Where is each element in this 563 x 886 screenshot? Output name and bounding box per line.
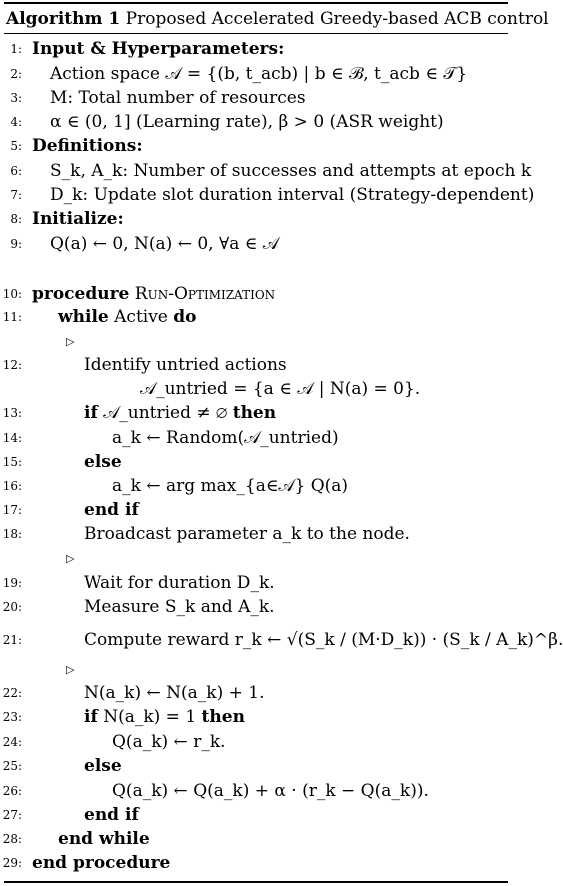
line-text — [84, 401, 276, 425]
line-number: 22: — [2, 686, 22, 700]
algo-line-5 — [0, 134, 512, 158]
keyword: end while — [58, 829, 150, 849]
algo-line-6 — [0, 159, 532, 183]
line-number: 8: — [10, 212, 22, 226]
line-number: 27: — [2, 808, 22, 822]
keyword: if — [84, 707, 98, 727]
triangle-icon: ▷ — [66, 335, 75, 348]
algo-line-16 — [0, 474, 512, 498]
line-number: 19: — [2, 576, 22, 590]
keyword: else — [84, 756, 122, 776]
algo-line-15 — [0, 450, 512, 474]
line-number: 5: — [10, 139, 22, 153]
line-number: 11: — [2, 310, 22, 324]
algo-line-22 — [0, 681, 512, 705]
algo-line-24 — [0, 730, 512, 754]
top-rule — [4, 2, 508, 4]
line-text: Input & Hyperparameters: — [32, 39, 285, 59]
algo-line-14 — [0, 426, 512, 450]
procedure-name: Run-Optimization — [134, 284, 276, 304]
keyword: do — [173, 307, 197, 327]
line-number: 1: — [10, 42, 22, 56]
line-number: 4: — [10, 115, 22, 129]
line-text: Q(a_k) ← r_k. — [112, 732, 226, 752]
algo-line-25 — [0, 754, 512, 778]
line-number: 6: — [10, 164, 22, 178]
algo-line-4 — [0, 110, 512, 134]
line-number: 26: — [2, 784, 22, 798]
line-text: Action space 𝒜 = {(b, t_acb) | b ∈ ℬ, t_acb ∈ 𝒯} — [50, 64, 468, 84]
triangle-icon: ▷ — [66, 663, 75, 676]
algo-line-18 — [0, 522, 512, 546]
caption-title: Proposed Accelerated Greedy-based ACB control — [125, 9, 549, 29]
line-number: 9: — [10, 237, 22, 251]
condition: 𝒜_untried ≠ ∅ — [103, 403, 228, 423]
algo-line-8 — [0, 207, 512, 231]
keyword: then — [232, 403, 277, 423]
algo-line-7 — [0, 183, 535, 207]
step-1-comment — [0, 329, 512, 353]
algo-line-3 — [0, 86, 512, 110]
keyword: then — [201, 707, 245, 727]
algo-line-1 — [0, 37, 512, 61]
line-number: 28: — [2, 832, 22, 846]
line-text: Q(a_k) ← Q(a_k) + α · (r_k − Q(a_k)). — [112, 781, 429, 801]
algorithm-caption — [6, 8, 549, 30]
line-number: 23: — [2, 710, 22, 724]
line-text: a_k ← Random(𝒜_untried) — [112, 428, 339, 448]
line-number: 29: — [2, 856, 22, 870]
line-number: 12: — [2, 358, 22, 372]
line-number: 24: — [2, 735, 22, 749]
comment-text — [66, 546, 79, 571]
algo-line-13 — [0, 401, 512, 425]
line-text: D_k: Update slot duration interval (Strategy-dependent) — [50, 185, 535, 205]
condition: Active — [114, 307, 168, 327]
keyword: end if — [84, 805, 139, 825]
algo-line-2 — [0, 62, 512, 86]
line-text: Compute reward r_k ← √(S_k / (M·D_k)) · (S_k / A_k)^β. — [84, 630, 563, 650]
algo-line-17 — [0, 498, 512, 522]
comment-text — [66, 657, 79, 682]
algo-line-19 — [0, 571, 512, 595]
algo-line-26 — [0, 779, 512, 803]
algo-line-21 — [0, 628, 563, 652]
condition: N(a_k) = 1 — [103, 707, 197, 727]
line-text: M: Total number of resources — [50, 88, 306, 108]
line-text: Q(a) ← 0, N(a) ← 0, ∀a ∈ 𝒜 — [50, 234, 279, 254]
algo-line-29 — [0, 851, 512, 875]
line-text: S_k, A_k: Number of successes and attempts at epoch k — [50, 161, 532, 181]
keyword: if — [84, 403, 98, 423]
bottom-rule — [4, 881, 508, 883]
triangle-icon: ▷ — [66, 552, 75, 565]
keyword: else — [84, 452, 122, 472]
line-text: Identify untried actions — [84, 355, 287, 375]
algo-line-10 — [0, 282, 512, 306]
algo-line-11 — [0, 305, 512, 329]
line-text — [84, 705, 245, 729]
line-text: N(a_k) ← N(a_k) + 1. — [84, 683, 265, 703]
line-text: Wait for duration D_k. — [84, 573, 275, 593]
line-number: 18: — [2, 527, 22, 541]
line-number: 21: — [2, 633, 22, 647]
line-number: 2: — [10, 67, 22, 81]
line-number: 16: — [2, 479, 22, 493]
line-text — [32, 282, 275, 306]
formula-text: 𝒜_untried = {a ∈ 𝒜 | N(a) = 0}. — [140, 379, 421, 399]
keyword: end if — [84, 500, 139, 520]
algo-line-9 — [0, 232, 512, 256]
algo-line-28 — [0, 827, 512, 851]
comment-text — [66, 329, 79, 354]
keyword: end procedure — [32, 853, 171, 873]
step-2-comment — [0, 546, 512, 570]
step-3-comment — [0, 657, 512, 681]
line-text: α ∈ (0, 1] (Learning rate), β > 0 (ASR weight) — [50, 112, 444, 132]
algo-line-27 — [0, 803, 512, 827]
line-number: 10: — [2, 287, 22, 301]
line-text: Initialize: — [32, 209, 124, 229]
algo-line-12 — [0, 353, 512, 377]
caption-rule — [4, 33, 508, 34]
algo-line-23 — [0, 705, 512, 729]
keyword: while — [58, 307, 109, 327]
line-text: Broadcast parameter a_k to the node. — [84, 524, 410, 544]
line-number: 20: — [2, 600, 22, 614]
line-number: 3: — [10, 91, 22, 105]
line-text: Definitions: — [32, 136, 143, 156]
keyword: procedure — [32, 284, 130, 304]
line-number: 14: — [2, 431, 22, 445]
algo-line-20 — [0, 595, 512, 619]
caption-label: Algorithm 1 — [6, 9, 121, 29]
line-number: 17: — [2, 503, 22, 517]
line-text — [58, 305, 197, 329]
line-text: Measure S_k and A_k. — [84, 597, 275, 617]
line-number: 25: — [2, 759, 22, 773]
line-text: a_k ← arg max_{a∈𝒜} Q(a) — [112, 476, 349, 496]
line-number: 13: — [2, 406, 22, 420]
line-number: 15: — [2, 455, 22, 469]
algo-line-12-formula — [0, 377, 512, 401]
line-number: 7: — [10, 188, 22, 202]
